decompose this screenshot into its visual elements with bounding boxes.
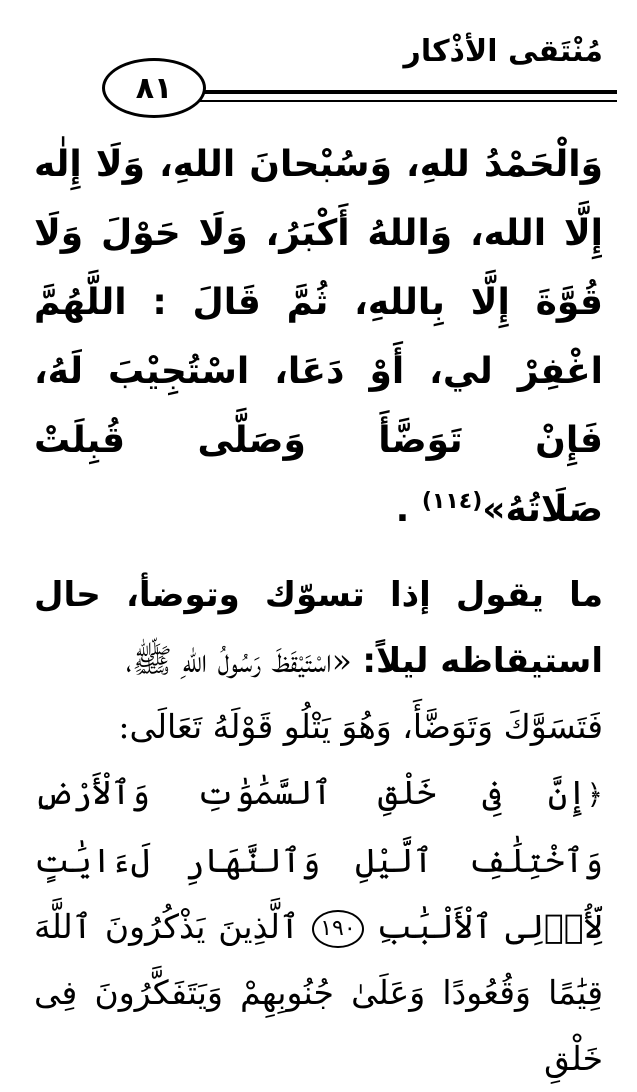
quran-verse xyxy=(34,760,603,1092)
section-block xyxy=(34,562,603,694)
page-content xyxy=(34,130,603,1092)
hadith-quote-open: «اسْتَيْقَظَ رَسُولُ اللّٰهِ ﷺ، xyxy=(125,641,363,680)
book-title: مُنْتَقى الأذْكار xyxy=(403,34,603,69)
page-number-badge xyxy=(102,58,206,118)
section-heading: ما يقول إذا تسوّك وتوضأ، حال استيقاظه ليلاً: xyxy=(34,575,603,681)
footnote-reference: (١١٤) xyxy=(421,489,483,514)
verse-number-marker: ١٩٠ xyxy=(312,910,363,948)
quran-text-part2: ٱلَّذِينَ يَذْكُرُونَ ٱللَّهَ قِيَٰمًا وَقُعُودًا وَعَلَىٰ جُنُوبِهِمْ وَيَتَفَكَّرُونَ فِى خَلْقِ xyxy=(34,907,603,1078)
header-rule-thin xyxy=(195,100,617,102)
paragraph-text: وَالْحَمْدُ للهِ، وَسُبْحانَ اللهِ، وَلَا إِلٰه إِلَّا الله، وَاللهُ أَكْبَرُ، وَلَا حَوْلَ وَلَا قُوَّةَ إِلَّا بِاللهِ، ثُمَّ قَالَ : اللَّهُمَّ اغْفِرْ لي، أَوْ دَعَا، اسْتُجِيْبَ لَهُ، فَإِنْ تَوَضَّأَ وَصَلَّى قُبِلَتْ صَلَاتُهُ» xyxy=(34,144,603,530)
header-rule-thick xyxy=(195,90,617,94)
page-header xyxy=(20,20,617,110)
page-number: ٨١ xyxy=(135,70,173,106)
section-body: فَتَسَوَّكَ وَتَوَضَّأَ، وَهُوَ يَتْلُو قَوْلَهُ تَعَالَى: xyxy=(118,707,603,746)
quran-text-part1: إِنَّ فِى خَلْقِ ٱلسَّمَٰوَٰتِ وَٱلْأَرْضِ وَٱخْتِلَٰفِ ٱلَّيْلِ وَٱلنَّهَارِ لَءَايَٰتٍ لِّأُو۟لِى ٱلْأَلْبَٰبِ xyxy=(34,773,603,946)
paragraph-hadith-end xyxy=(34,130,603,544)
paragraph-end-mark: . xyxy=(395,489,422,530)
quran-open-ornament: ﴿ xyxy=(586,778,603,811)
